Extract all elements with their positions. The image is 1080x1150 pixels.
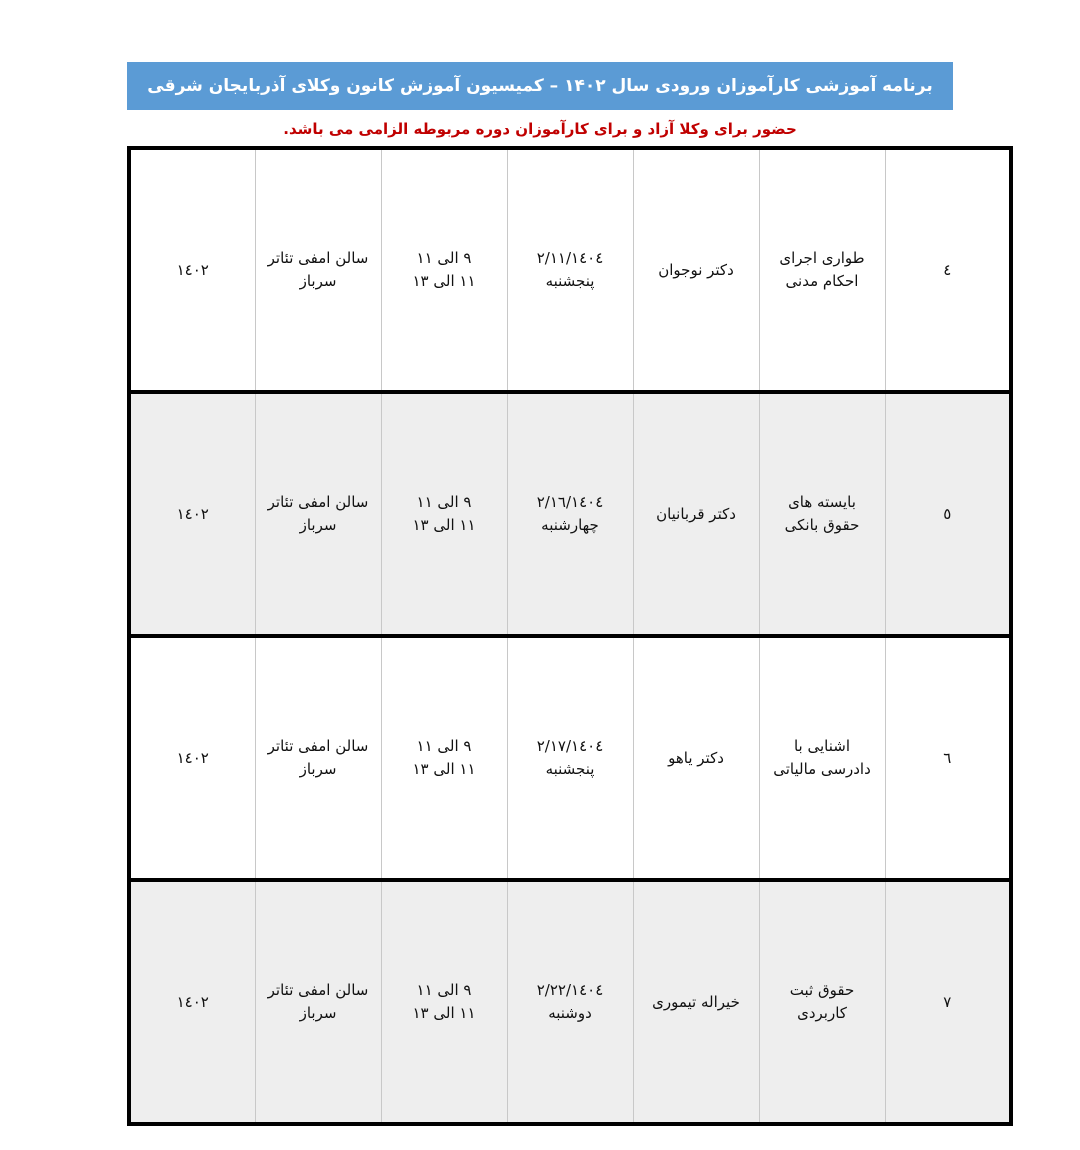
instructor-name: دکتر نوجوان (633, 148, 759, 392)
course-title: حقوق ثبت کاربردی (759, 880, 885, 1124)
intake-year: ۱٤۰۲ (129, 148, 255, 392)
session-location: سالن امفی تئاتر سرباز (255, 880, 381, 1124)
schedule-title: برنامه آموزشی کارآموزان ورودی سال ۱۴۰۲ – کمیسیون آموزش کانون وکلای آذربایجان شرقی (147, 76, 933, 96)
schedule-title-banner (127, 62, 953, 110)
attendance-notice (127, 114, 953, 144)
intake-year: ۱٤۰۲ (129, 392, 255, 636)
session-number: ۷ (885, 880, 1011, 1124)
schedule-table (127, 146, 1013, 1126)
course-title: بایسته های حقوق بانکی (759, 392, 885, 636)
session-time: ۹ الی ۱۱ ۱۱ الی ۱۳ (381, 392, 507, 636)
session-number: ٥ (885, 392, 1011, 636)
table-row (129, 636, 1011, 880)
session-number: ٦ (885, 636, 1011, 880)
course-title: طواری اجرای احکام مدنی (759, 148, 885, 392)
session-number: ٤ (885, 148, 1011, 392)
session-time: ۹ الی ۱۱ ۱۱ الی ۱۳ (381, 148, 507, 392)
course-title: اشنایی با دادرسی مالیاتی (759, 636, 885, 880)
instructor-name: دکتر قربانیان (633, 392, 759, 636)
session-time: ۹ الی ۱۱ ۱۱ الی ۱۳ (381, 880, 507, 1124)
intake-year: ۱٤۰۲ (129, 636, 255, 880)
session-date: ۱٤۰٤/۲/۱٦ چهارشنبه (507, 392, 633, 636)
attendance-notice-text: حضور برای وکلا آزاد و برای کارآموزان دوره مربوطه الزامی می باشد. (283, 120, 797, 138)
instructor-name: خیراله تیموری (633, 880, 759, 1124)
intake-year: ۱٤۰۲ (129, 880, 255, 1124)
session-location: سالن امفی تئاتر سرباز (255, 148, 381, 392)
table-row (129, 148, 1011, 392)
session-date: ۱٤۰٤/۲/۱۷ پنجشنبه (507, 636, 633, 880)
session-date: ۱٤۰٤/۲/۱۱ پنجشنبه (507, 148, 633, 392)
table-row (129, 392, 1011, 636)
session-location: سالن امفی تئاتر سرباز (255, 392, 381, 636)
session-time: ۹ الی ۱۱ ۱۱ الی ۱۳ (381, 636, 507, 880)
table-row (129, 880, 1011, 1124)
instructor-name: دکتر یاهو (633, 636, 759, 880)
session-date: ۱٤۰٤/۲/۲۲ دوشنبه (507, 880, 633, 1124)
session-location: سالن امفی تئاتر سرباز (255, 636, 381, 880)
